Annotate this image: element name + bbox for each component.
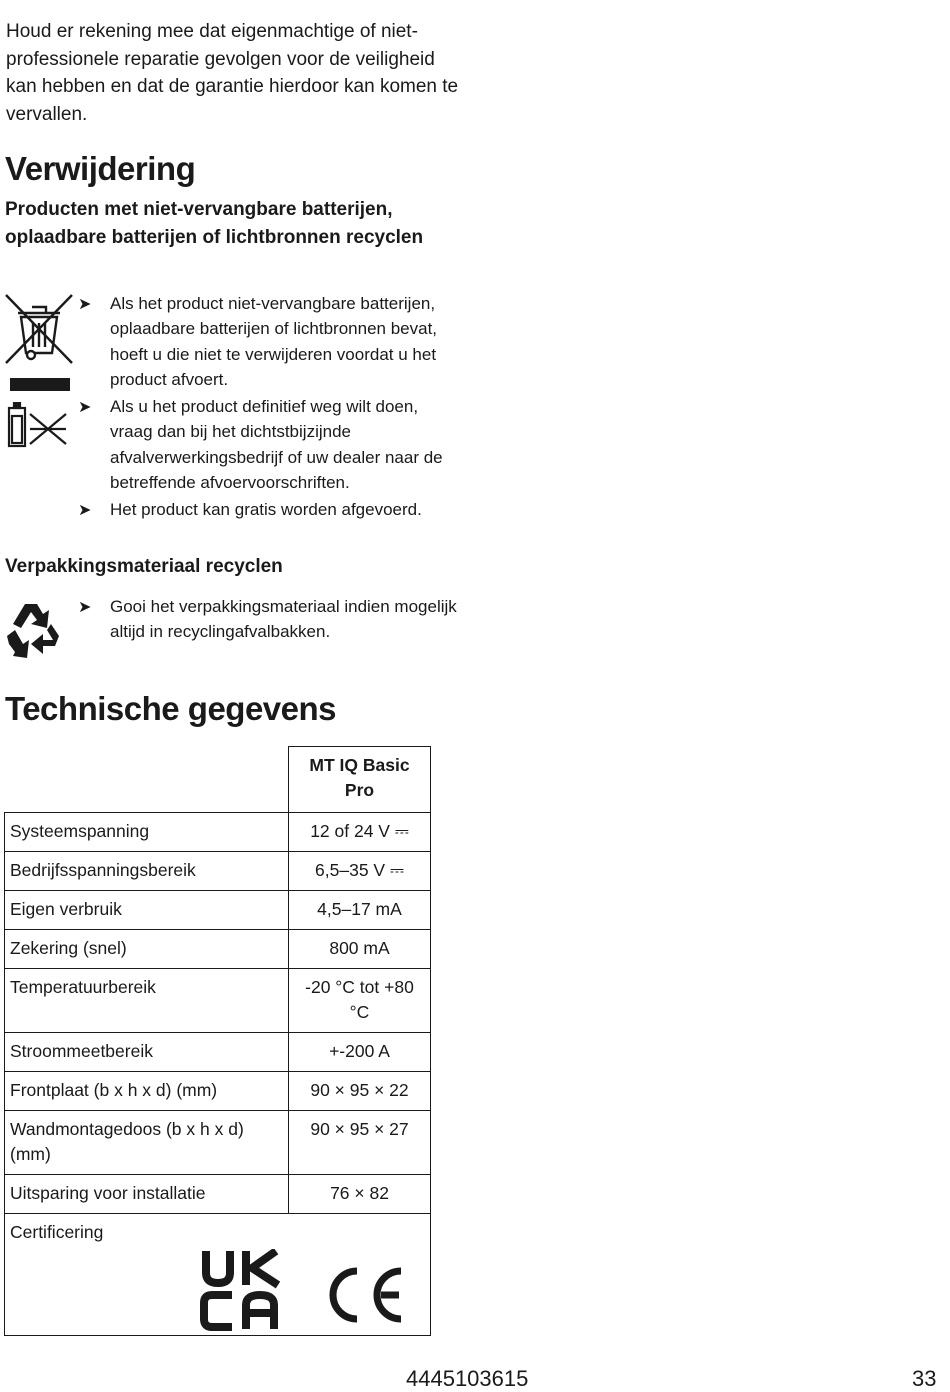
- spec-value: 6,5–35 V ⎓: [289, 852, 431, 891]
- table-header-row: [5, 747, 431, 813]
- spec-value: -20 °C tot +80 °C: [289, 969, 431, 1033]
- disposal-heading: Verwijdering: [5, 150, 196, 187]
- packaging-subheading: Verpakkingsmateriaal recyclen: [5, 556, 283, 577]
- spec-label: Wandmontagedoos (b x h x d) (mm): [5, 1111, 289, 1175]
- table-row: [5, 891, 431, 930]
- list-item: ➤ Als u het product definitief weg wilt doen, vraag dan bij het dichtstbijzijnde afvalverwerkingsbedrijf of uw dealer naar de betreffende afvoervoorschriften.: [78, 397, 443, 493]
- list-item: ➤ Gooi het verpakkingsmateriaal indien mogelijk altijd in recyclingafvalbakken.: [78, 597, 457, 642]
- certification-label: Certificering: [10, 1222, 104, 1242]
- ce-mark-icon: [325, 1267, 405, 1323]
- table-row: [5, 813, 431, 852]
- spec-label: Eigen verbruik: [5, 891, 289, 930]
- table-row: [5, 930, 431, 969]
- document-number: 4445103615: [406, 1366, 529, 1391]
- table-row: [5, 1072, 431, 1111]
- spec-value: 12 of 24 V ⎓: [289, 813, 431, 852]
- table-row: [5, 1175, 431, 1214]
- ukca-mark-icon: [198, 1249, 282, 1331]
- batteries-bullet-list: [78, 291, 458, 525]
- packaging-bullet-list: [78, 594, 458, 647]
- spec-value: 90 × 95 × 22: [289, 1072, 431, 1111]
- list-item: ➤ Het product kan gratis worden afgevoerd.: [78, 497, 458, 522]
- spec-value: 800 mA: [289, 930, 431, 969]
- spec-label: Temperatuurbereik: [5, 969, 289, 1033]
- spec-label: Systeemspanning: [5, 813, 289, 852]
- spec-value: +-200 A: [289, 1033, 431, 1072]
- spec-label: Stroommeetbereik: [5, 1033, 289, 1072]
- tech-specs-heading: Technische gegevens: [5, 690, 337, 727]
- bullet-arrow-icon: ➤: [78, 399, 92, 417]
- table-row: [5, 1033, 431, 1072]
- tech-specs-table: [4, 746, 431, 1336]
- page-number: 33: [912, 1366, 937, 1391]
- batteries-subheading: Producten met niet-vervangbare batterijen, oplaadbare batterijen of lichtbronnen recyclen: [5, 199, 424, 248]
- bullet-arrow-icon: ➤: [78, 599, 92, 616]
- table-row: [5, 1111, 431, 1175]
- product-column-header: MT IQ Basic Pro: [289, 747, 431, 813]
- spec-value: 90 × 95 × 27: [289, 1111, 431, 1175]
- crossed-battery-icon: [6, 402, 70, 450]
- bullet-arrow-icon: ➤: [78, 502, 92, 520]
- spec-label: Frontplaat (b x h x d) (mm): [5, 1072, 289, 1111]
- spec-label: Bedrijfsspanningsbereik: [5, 852, 289, 891]
- recycling-icon: [3, 600, 67, 662]
- bullet-arrow-icon: ➤: [78, 296, 92, 313]
- spec-value: 76 × 82: [289, 1175, 431, 1214]
- list-item: ➤ Als het product niet-vervangbare batterijen, oplaadbare batterijen of lichtbronnen bevat, hoeft u die niet te verwijderen voordat u het product afvoert.: [78, 294, 438, 389]
- spec-value: 4,5–17 mA: [289, 891, 431, 930]
- certification-logos: [10, 1245, 425, 1325]
- table-row: [5, 969, 431, 1033]
- spec-label: Zekering (snel): [5, 930, 289, 969]
- crossed-wheelie-bin-icon: [4, 293, 74, 393]
- table-row: [5, 852, 431, 891]
- intro-paragraph: Houd er rekening mee dat eigenmachtige of niet-professionele reparatie gevolgen voor de veiligheid kan hebben en dat de garantie hierdoor kan komen te vervallen.: [6, 21, 459, 125]
- certification-row: [5, 1214, 431, 1336]
- spec-label: Uitsparing voor installatie: [5, 1175, 289, 1214]
